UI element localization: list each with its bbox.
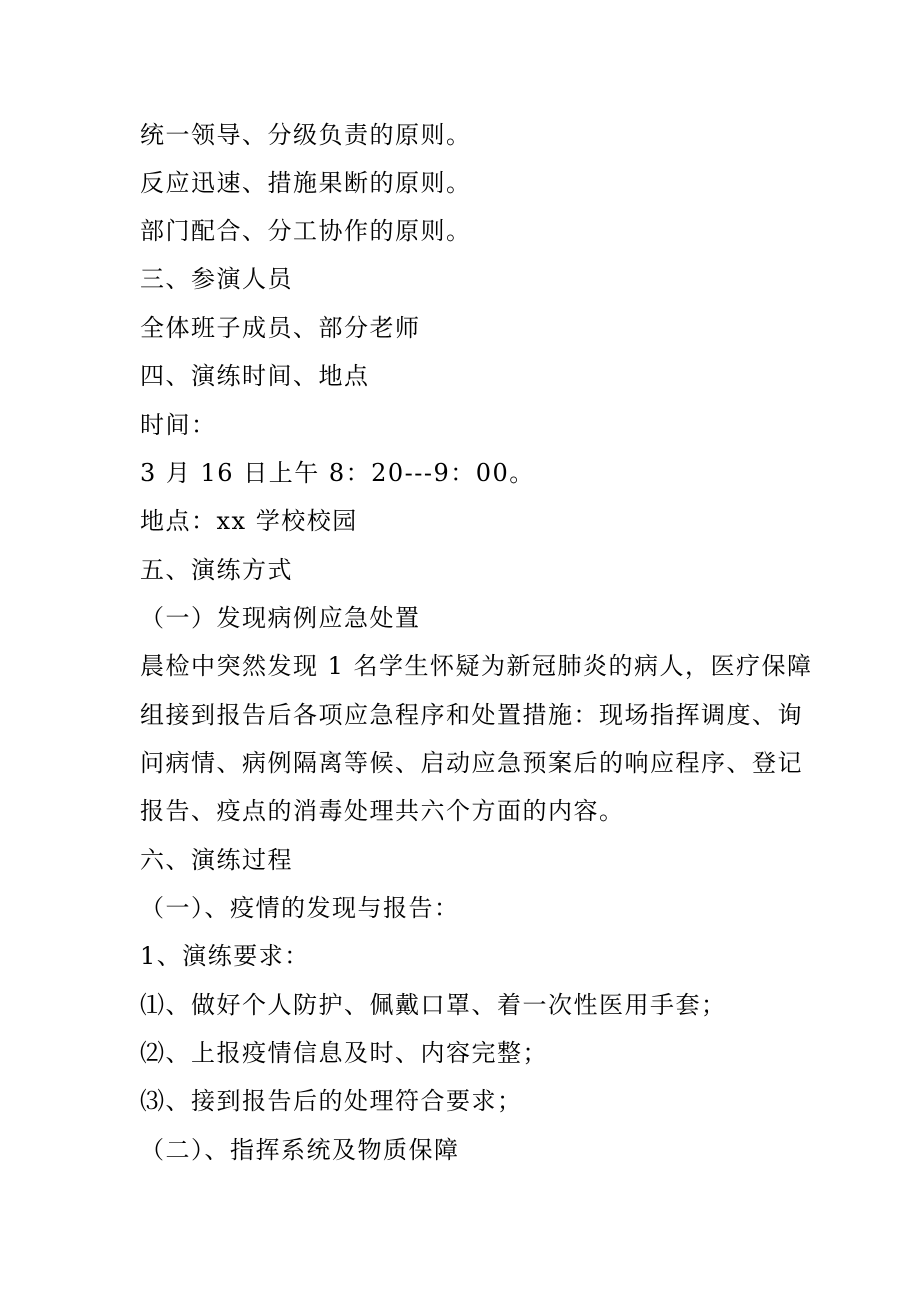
time-value: 3 月 16 日上午 8：20---9：00。 xyxy=(140,459,535,487)
principle-line-3: 部门配合、分工协作的原则。 xyxy=(140,217,472,245)
section-heading-method: 五、演练方式 xyxy=(140,556,293,584)
principle-line-2: 反应迅速、措施果断的原则。 xyxy=(140,169,472,197)
requirement-item-3: ⑶、接到报告后的处理符合要求； xyxy=(140,1087,523,1115)
paragraph-line-2: 组接到报告后各项应急程序和处置措施：现场指挥调度、询 xyxy=(140,701,803,729)
paragraph-line-1: 晨检中突然发现 1 名学生怀疑为新冠肺炎的病人，医疗保障 xyxy=(140,652,813,680)
section-heading-time-place: 四、演练时间、地点 xyxy=(140,362,370,390)
principle-line-1: 统一领导、分级负责的原则。 xyxy=(140,121,472,149)
requirement-item-2: ⑵、上报疫情信息及时、内容完整； xyxy=(140,1039,548,1067)
requirements-heading: 1、演练要求： xyxy=(140,942,310,970)
paragraph-line-3: 问病情、病例隔离等候、启动应急预案后的响应程序、登记 xyxy=(140,749,803,777)
requirement-item-1: ⑴、做好个人防护、佩戴口罩、着一次性医用手套； xyxy=(140,991,727,1019)
time-label: 时间： xyxy=(140,411,217,439)
place-text: 地点：xx 学校校园 xyxy=(140,507,358,535)
subsection-heading-discovery: （一）、疫情的发现与报告： xyxy=(140,894,460,922)
section-heading-process: 六、演练过程 xyxy=(140,846,293,874)
subsection-heading-command-system: （二）、指挥系统及物质保障 xyxy=(140,1136,460,1164)
subsection-heading-case-handling: （一）发现病例应急处置 xyxy=(140,604,421,632)
section-heading-participants: 三、参演人员 xyxy=(140,265,293,293)
paragraph-line-4: 报告、疫点的消毒处理共六个方面的内容。 xyxy=(140,797,625,825)
participants-text: 全体班子成员、部分老师 xyxy=(140,314,421,342)
